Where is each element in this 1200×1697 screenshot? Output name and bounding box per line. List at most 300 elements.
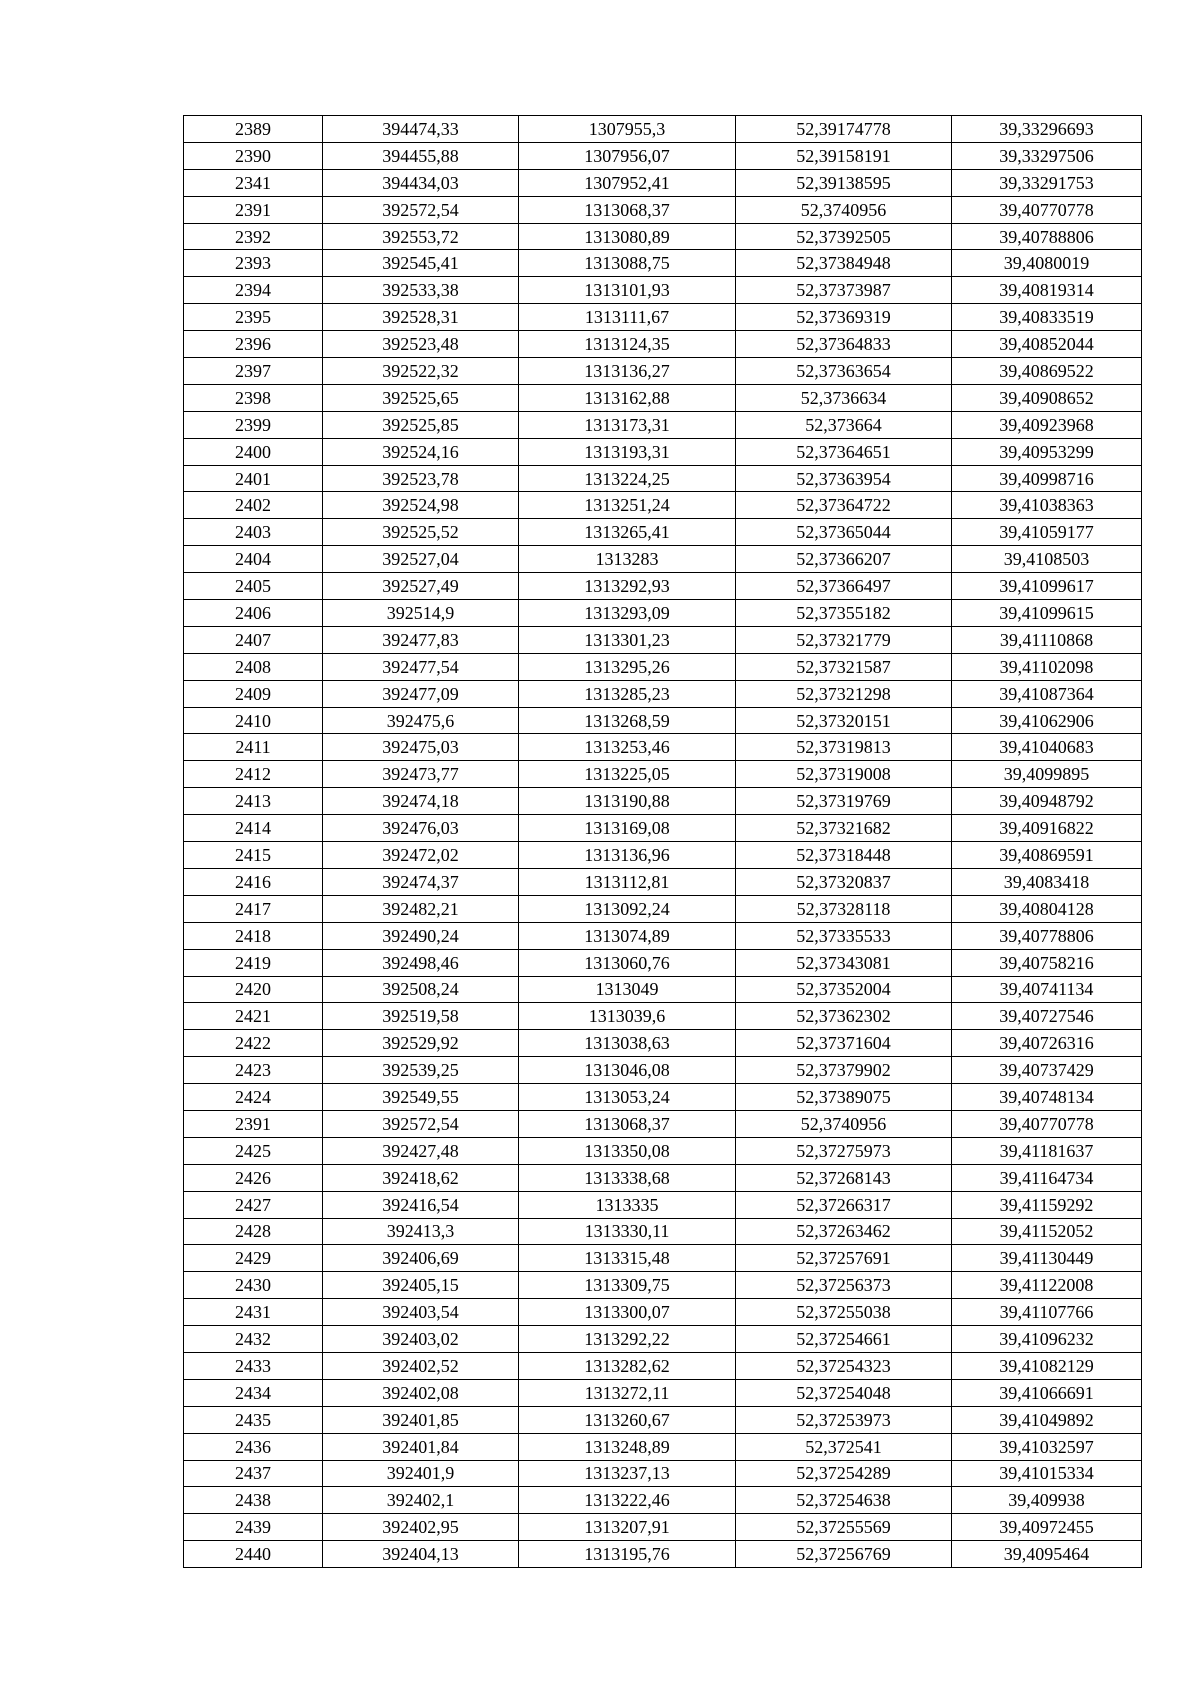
table-cell: 2435 <box>184 1406 323 1433</box>
table-cell: 52,39138595 <box>736 169 952 196</box>
table-cell: 392508,24 <box>323 976 519 1003</box>
table-cell: 392405,15 <box>323 1272 519 1299</box>
table-cell: 2401 <box>184 465 323 492</box>
table-cell: 2422 <box>184 1030 323 1057</box>
table-cell: 1313248,89 <box>519 1433 736 1460</box>
table-cell: 2421 <box>184 1003 323 1030</box>
table-row <box>184 1406 1142 1433</box>
table-cell: 2414 <box>184 815 323 842</box>
table-row <box>184 438 1142 465</box>
table-cell: 52,3736634 <box>736 384 952 411</box>
table-cell: 52,37365044 <box>736 519 952 546</box>
table-cell: 392401,85 <box>323 1406 519 1433</box>
table-cell: 392402,08 <box>323 1379 519 1406</box>
table-cell: 2397 <box>184 358 323 385</box>
table-cell: 52,37362302 <box>736 1003 952 1030</box>
table-cell: 2399 <box>184 411 323 438</box>
table-cell: 392401,84 <box>323 1433 519 1460</box>
table-cell: 2440 <box>184 1541 323 1568</box>
table-cell: 52,37320151 <box>736 707 952 734</box>
table-cell: 1313136,96 <box>519 842 736 869</box>
table-cell: 2424 <box>184 1084 323 1111</box>
table-cell: 2431 <box>184 1299 323 1326</box>
table-cell: 39,33297506 <box>952 142 1142 169</box>
table-cell: 392527,49 <box>323 573 519 600</box>
table-cell: 2439 <box>184 1514 323 1541</box>
table-cell: 39,41032597 <box>952 1433 1142 1460</box>
table-cell: 39,40804128 <box>952 895 1142 922</box>
table-cell: 39,40819314 <box>952 277 1142 304</box>
table-row <box>184 223 1142 250</box>
table-row <box>184 1164 1142 1191</box>
table-cell: 1313074,89 <box>519 922 736 949</box>
table-cell: 392529,92 <box>323 1030 519 1057</box>
table-cell: 1313080,89 <box>519 223 736 250</box>
table-cell: 52,37321298 <box>736 680 952 707</box>
table-cell: 52,37254289 <box>736 1460 952 1487</box>
table-cell: 2419 <box>184 949 323 976</box>
table-cell: 2427 <box>184 1191 323 1218</box>
table-cell: 2396 <box>184 331 323 358</box>
table-cell: 52,37366497 <box>736 573 952 600</box>
table-row <box>184 331 1142 358</box>
table-cell: 52,37363954 <box>736 465 952 492</box>
table-cell: 1313295,26 <box>519 653 736 680</box>
table-cell: 39,41099615 <box>952 600 1142 627</box>
table-cell: 1313060,76 <box>519 949 736 976</box>
table-cell: 2433 <box>184 1352 323 1379</box>
table-cell: 2391 <box>184 196 323 223</box>
table-cell: 1313173,31 <box>519 411 736 438</box>
table-cell: 39,40770778 <box>952 196 1142 223</box>
table-cell: 39,40953299 <box>952 438 1142 465</box>
table-cell: 39,41107766 <box>952 1299 1142 1326</box>
table-cell: 39,409938 <box>952 1487 1142 1514</box>
table-cell: 1313207,91 <box>519 1514 736 1541</box>
table-cell: 2412 <box>184 761 323 788</box>
table-cell: 39,40852044 <box>952 331 1142 358</box>
table-row <box>184 1433 1142 1460</box>
table-row <box>184 142 1142 169</box>
table-cell: 52,37318448 <box>736 842 952 869</box>
table-cell: 52,37319813 <box>736 734 952 761</box>
table-cell: 2392 <box>184 223 323 250</box>
table-cell: 39,40998716 <box>952 465 1142 492</box>
table-cell: 392403,02 <box>323 1326 519 1353</box>
table-cell: 2410 <box>184 707 323 734</box>
coordinates-table-body <box>184 116 1142 1568</box>
table-row <box>184 116 1142 143</box>
table-cell: 2398 <box>184 384 323 411</box>
table-cell: 2406 <box>184 600 323 627</box>
table-cell: 392401,9 <box>323 1460 519 1487</box>
table-cell: 2341 <box>184 169 323 196</box>
table-row <box>184 1460 1142 1487</box>
table-cell: 2423 <box>184 1057 323 1084</box>
table-cell: 52,37256769 <box>736 1541 952 1568</box>
table-cell: 392528,31 <box>323 304 519 331</box>
table-cell: 1313285,23 <box>519 680 736 707</box>
table-row <box>184 1218 1142 1245</box>
table-cell: 392406,69 <box>323 1245 519 1272</box>
table-cell: 39,40778806 <box>952 922 1142 949</box>
table-cell: 392545,41 <box>323 250 519 277</box>
table-cell: 39,4099895 <box>952 761 1142 788</box>
table-cell: 39,40727546 <box>952 1003 1142 1030</box>
table-cell: 52,37268143 <box>736 1164 952 1191</box>
table-cell: 392524,16 <box>323 438 519 465</box>
table-cell: 52,37364722 <box>736 492 952 519</box>
table-cell: 2400 <box>184 438 323 465</box>
table-row <box>184 411 1142 438</box>
table-cell: 1313225,05 <box>519 761 736 788</box>
table-row <box>184 842 1142 869</box>
table-cell: 52,37254323 <box>736 1352 952 1379</box>
table-row <box>184 465 1142 492</box>
table-cell: 1313053,24 <box>519 1084 736 1111</box>
table-cell: 1313335 <box>519 1191 736 1218</box>
table-cell: 39,40737429 <box>952 1057 1142 1084</box>
table-row <box>184 1137 1142 1164</box>
table-cell: 392402,1 <box>323 1487 519 1514</box>
table-cell: 392527,04 <box>323 546 519 573</box>
table-cell: 392482,21 <box>323 895 519 922</box>
table-row <box>184 949 1142 976</box>
table-cell: 39,41015334 <box>952 1460 1142 1487</box>
table-cell: 1313224,25 <box>519 465 736 492</box>
table-cell: 52,37275973 <box>736 1137 952 1164</box>
table-cell: 1313162,88 <box>519 384 736 411</box>
table-cell: 392523,48 <box>323 331 519 358</box>
table-cell: 1313136,27 <box>519 358 736 385</box>
table-cell: 1313193,31 <box>519 438 736 465</box>
table-row <box>184 196 1142 223</box>
table-row <box>184 1514 1142 1541</box>
table-cell: 392472,02 <box>323 842 519 869</box>
table-cell: 1313068,37 <box>519 196 736 223</box>
table-cell: 2394 <box>184 277 323 304</box>
table-cell: 394474,33 <box>323 116 519 143</box>
table-cell: 392427,48 <box>323 1137 519 1164</box>
table-cell: 1313265,41 <box>519 519 736 546</box>
table-cell: 392525,65 <box>323 384 519 411</box>
table-row <box>184 761 1142 788</box>
table-cell: 52,373664 <box>736 411 952 438</box>
table-cell: 52,37257691 <box>736 1245 952 1272</box>
table-cell: 392524,98 <box>323 492 519 519</box>
table-cell: 52,37321587 <box>736 653 952 680</box>
table-cell: 39,41059177 <box>952 519 1142 546</box>
table-cell: 1307956,07 <box>519 142 736 169</box>
table-cell: 52,37320837 <box>736 868 952 895</box>
table-cell: 2428 <box>184 1218 323 1245</box>
table-cell: 2395 <box>184 304 323 331</box>
table-cell: 392418,62 <box>323 1164 519 1191</box>
table-cell: 39,40916822 <box>952 815 1142 842</box>
table-cell: 392533,38 <box>323 277 519 304</box>
table-row <box>184 277 1142 304</box>
table-row <box>184 868 1142 895</box>
table-cell: 2434 <box>184 1379 323 1406</box>
table-cell: 39,4080019 <box>952 250 1142 277</box>
table-cell: 52,37389075 <box>736 1084 952 1111</box>
table-cell: 2437 <box>184 1460 323 1487</box>
table-cell: 1313092,24 <box>519 895 736 922</box>
table-row <box>184 600 1142 627</box>
table-cell: 39,4083418 <box>952 868 1142 895</box>
table-cell: 2416 <box>184 868 323 895</box>
table-cell: 39,41102098 <box>952 653 1142 680</box>
table-cell: 52,37328118 <box>736 895 952 922</box>
table-cell: 392413,3 <box>323 1218 519 1245</box>
table-cell: 39,41087364 <box>952 680 1142 707</box>
table-cell: 52,37373987 <box>736 277 952 304</box>
table-cell: 39,41164734 <box>952 1164 1142 1191</box>
table-cell: 2390 <box>184 142 323 169</box>
table-row <box>184 519 1142 546</box>
table-row <box>184 1379 1142 1406</box>
table-cell: 52,37335533 <box>736 922 952 949</box>
table-cell: 52,37366207 <box>736 546 952 573</box>
table-cell: 52,37254661 <box>736 1326 952 1353</box>
table-row <box>184 250 1142 277</box>
table-cell: 2389 <box>184 116 323 143</box>
table-row <box>184 1272 1142 1299</box>
table-cell: 2436 <box>184 1433 323 1460</box>
table-cell: 1313195,76 <box>519 1541 736 1568</box>
table-cell: 392477,09 <box>323 680 519 707</box>
table-cell: 2404 <box>184 546 323 573</box>
table-cell: 2425 <box>184 1137 323 1164</box>
table-cell: 1313292,93 <box>519 573 736 600</box>
table-cell: 39,40833519 <box>952 304 1142 331</box>
table-row <box>184 1003 1142 1030</box>
table-cell: 52,37392505 <box>736 223 952 250</box>
table-cell: 392539,25 <box>323 1057 519 1084</box>
table-cell: 52,37321779 <box>736 626 952 653</box>
table-cell: 1313293,09 <box>519 600 736 627</box>
table-cell: 39,41082129 <box>952 1352 1142 1379</box>
table-cell: 52,39174778 <box>736 116 952 143</box>
table-cell: 1313283 <box>519 546 736 573</box>
table-cell: 392403,54 <box>323 1299 519 1326</box>
table-cell: 2391 <box>184 1110 323 1137</box>
table-cell: 392523,78 <box>323 465 519 492</box>
table-cell: 39,41038363 <box>952 492 1142 519</box>
table-row <box>184 680 1142 707</box>
table-cell: 392402,52 <box>323 1352 519 1379</box>
table-cell: 52,37363654 <box>736 358 952 385</box>
table-cell: 1313300,07 <box>519 1299 736 1326</box>
table-cell: 39,40923968 <box>952 411 1142 438</box>
table-cell: 39,41152052 <box>952 1218 1142 1245</box>
table-cell: 1313068,37 <box>519 1110 736 1137</box>
table-cell: 1313292,22 <box>519 1326 736 1353</box>
table-cell: 392475,6 <box>323 707 519 734</box>
table-cell: 392416,54 <box>323 1191 519 1218</box>
table-cell: 1313039,6 <box>519 1003 736 1030</box>
table-cell: 1313237,13 <box>519 1460 736 1487</box>
table-cell: 2426 <box>184 1164 323 1191</box>
table-cell: 392475,03 <box>323 734 519 761</box>
table-cell: 1313338,68 <box>519 1164 736 1191</box>
table-cell: 52,37343081 <box>736 949 952 976</box>
table-cell: 2429 <box>184 1245 323 1272</box>
table-cell: 2417 <box>184 895 323 922</box>
table-row <box>184 626 1142 653</box>
table-cell: 392474,37 <box>323 868 519 895</box>
table-cell: 1313350,08 <box>519 1137 736 1164</box>
table-cell: 39,41181637 <box>952 1137 1142 1164</box>
table-cell: 52,3740956 <box>736 1110 952 1137</box>
table-cell: 1313049 <box>519 976 736 1003</box>
table-cell: 52,39158191 <box>736 142 952 169</box>
table-cell: 52,37263462 <box>736 1218 952 1245</box>
table-row <box>184 1191 1142 1218</box>
table-row <box>184 815 1142 842</box>
table-cell: 52,37266317 <box>736 1191 952 1218</box>
table-cell: 39,41096232 <box>952 1326 1142 1353</box>
table-cell: 39,41049892 <box>952 1406 1142 1433</box>
table-cell: 1313112,81 <box>519 868 736 895</box>
table-row <box>184 734 1142 761</box>
table-cell: 392477,54 <box>323 653 519 680</box>
table-cell: 1313111,67 <box>519 304 736 331</box>
table-cell: 1313268,59 <box>519 707 736 734</box>
table-cell: 2415 <box>184 842 323 869</box>
table-row <box>184 922 1142 949</box>
table-cell: 1313251,24 <box>519 492 736 519</box>
table-cell: 2430 <box>184 1272 323 1299</box>
table-cell: 1307955,3 <box>519 116 736 143</box>
table-row <box>184 1084 1142 1111</box>
table-cell: 39,41159292 <box>952 1191 1142 1218</box>
table-cell: 52,37369319 <box>736 304 952 331</box>
table-row <box>184 976 1142 1003</box>
table-cell: 39,40788806 <box>952 223 1142 250</box>
table-cell: 1313124,35 <box>519 331 736 358</box>
table-cell: 392402,95 <box>323 1514 519 1541</box>
table-cell: 52,37319769 <box>736 788 952 815</box>
table-cell: 392476,03 <box>323 815 519 842</box>
table-cell: 39,41062906 <box>952 707 1142 734</box>
table-cell: 39,40972455 <box>952 1514 1142 1541</box>
table-cell: 2418 <box>184 922 323 949</box>
table-cell: 39,4095464 <box>952 1541 1142 1568</box>
table-cell: 392477,83 <box>323 626 519 653</box>
table-cell: 1313253,46 <box>519 734 736 761</box>
table-cell: 52,37319008 <box>736 761 952 788</box>
table-cell: 392404,13 <box>323 1541 519 1568</box>
table-cell: 392553,72 <box>323 223 519 250</box>
table-cell: 52,37321682 <box>736 815 952 842</box>
table-cell: 39,40758216 <box>952 949 1142 976</box>
table-cell: 1313190,88 <box>519 788 736 815</box>
table-cell: 392525,85 <box>323 411 519 438</box>
table-cell: 39,41066691 <box>952 1379 1142 1406</box>
table-row <box>184 895 1142 922</box>
table-row <box>184 384 1142 411</box>
table-row <box>184 1352 1142 1379</box>
table-row <box>184 573 1142 600</box>
table-cell: 394455,88 <box>323 142 519 169</box>
table-cell: 39,33291753 <box>952 169 1142 196</box>
table-cell: 39,40726316 <box>952 1030 1142 1057</box>
table-row <box>184 1030 1142 1057</box>
table-cell: 1307952,41 <box>519 169 736 196</box>
table-cell: 52,37254048 <box>736 1379 952 1406</box>
table-cell: 39,4108503 <box>952 546 1142 573</box>
table-cell: 52,37371604 <box>736 1030 952 1057</box>
table-cell: 1313260,67 <box>519 1406 736 1433</box>
table-cell: 1313301,23 <box>519 626 736 653</box>
table-cell: 39,41130449 <box>952 1245 1142 1272</box>
table-cell: 1313330,11 <box>519 1218 736 1245</box>
table-cell: 39,33296693 <box>952 116 1142 143</box>
coordinates-table <box>183 115 1142 1568</box>
table-cell: 52,37364833 <box>736 331 952 358</box>
table-row <box>184 546 1142 573</box>
table-row <box>184 304 1142 331</box>
table-cell: 1313101,93 <box>519 277 736 304</box>
table-cell: 2413 <box>184 788 323 815</box>
table-cell: 2408 <box>184 653 323 680</box>
table-cell: 2411 <box>184 734 323 761</box>
table-cell: 52,37255038 <box>736 1299 952 1326</box>
table-cell: 39,40948792 <box>952 788 1142 815</box>
table-row <box>184 788 1142 815</box>
table-cell: 1313309,75 <box>519 1272 736 1299</box>
table-row <box>184 653 1142 680</box>
table-cell: 2402 <box>184 492 323 519</box>
table-cell: 2409 <box>184 680 323 707</box>
table-cell: 392549,55 <box>323 1084 519 1111</box>
table-row <box>184 1057 1142 1084</box>
table-cell: 392572,54 <box>323 1110 519 1137</box>
table-cell: 1313088,75 <box>519 250 736 277</box>
table-cell: 392514,9 <box>323 600 519 627</box>
table-row <box>184 1326 1142 1353</box>
table-row <box>184 358 1142 385</box>
table-cell: 394434,03 <box>323 169 519 196</box>
table-cell: 2407 <box>184 626 323 653</box>
table-cell: 2405 <box>184 573 323 600</box>
table-cell: 39,41099617 <box>952 573 1142 600</box>
table-row <box>184 1299 1142 1326</box>
table-cell: 52,37379902 <box>736 1057 952 1084</box>
table-cell: 1313315,48 <box>519 1245 736 1272</box>
table-row <box>184 707 1142 734</box>
table-cell: 392519,58 <box>323 1003 519 1030</box>
table-cell: 392474,18 <box>323 788 519 815</box>
table-cell: 1313169,08 <box>519 815 736 842</box>
table-cell: 52,37256373 <box>736 1272 952 1299</box>
table-cell: 1313282,62 <box>519 1352 736 1379</box>
table-cell: 392522,32 <box>323 358 519 385</box>
table-cell: 1313038,63 <box>519 1030 736 1057</box>
table-cell: 52,37255569 <box>736 1514 952 1541</box>
table-cell: 392490,24 <box>323 922 519 949</box>
table-cell: 52,37254638 <box>736 1487 952 1514</box>
table-cell: 392525,52 <box>323 519 519 546</box>
table-cell: 392572,54 <box>323 196 519 223</box>
table-cell: 2438 <box>184 1487 323 1514</box>
table-cell: 52,372541 <box>736 1433 952 1460</box>
table-cell: 2432 <box>184 1326 323 1353</box>
table-row <box>184 1541 1142 1568</box>
table-cell: 1313222,46 <box>519 1487 736 1514</box>
table-cell: 39,40869591 <box>952 842 1142 869</box>
